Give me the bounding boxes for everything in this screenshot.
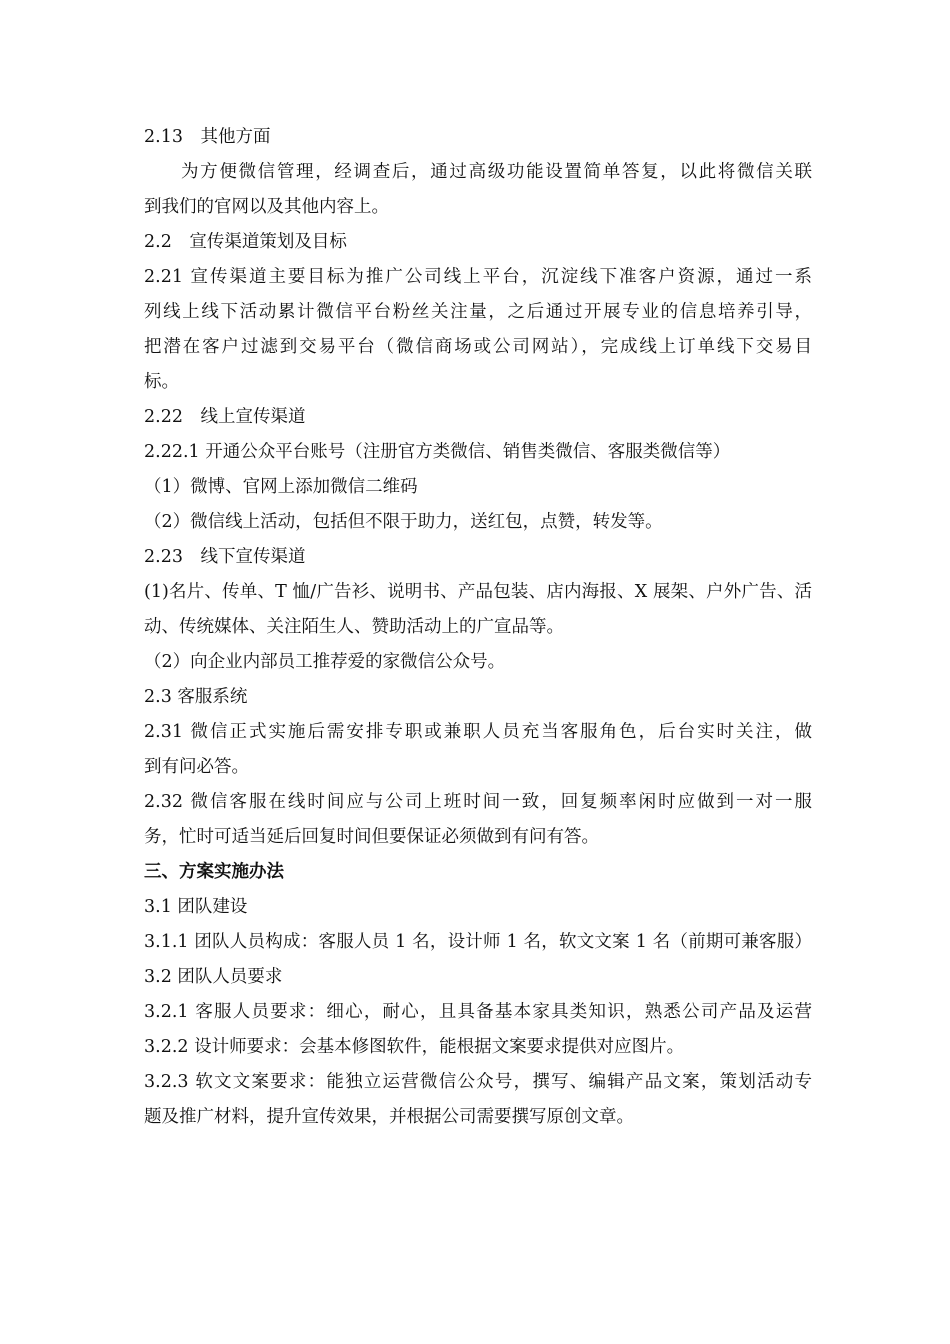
paragraph-line: 2.21 宣传渠道主要目标为推广公司线上平台，沉淀线下准客户资源，通过一系 — [144, 267, 812, 287]
list-item: （1）微博、官网上添加微信二维码 — [144, 477, 418, 497]
paragraph-line: 把潜在客户过滤到交易平台（微信商场或公司网站），完成线上订单线下交易目 — [144, 337, 812, 357]
document-body — [144, 120, 812, 1135]
section-heading-2-22: 2.22 线上宣传渠道 — [144, 407, 306, 427]
paragraph-line: 列线上线下活动累计微信平台粉丝关注量，之后通过开展专业的信息培养引导， — [144, 302, 812, 322]
paragraph-line: 3.1.1 团队人员构成：客服人员 1 名，设计师 1 名，软文文案 1 名（前期可兼客服） — [144, 932, 812, 952]
paragraph-line: 3.2.2 设计师要求：会基本修图软件，能根据文案要求提供对应图片。 — [144, 1037, 685, 1057]
paragraph-line: 题及推广材料，提升宣传效果，并根据公司需要撰写原创文章。 — [144, 1107, 634, 1127]
section-heading-3-1: 3.1 团队建设 — [144, 897, 248, 917]
paragraph-line: 2.32 微信客服在线时间应与公司上班时间一致，回复频率闲时应做到一对一服 — [144, 792, 812, 812]
paragraph-line: 标。 — [144, 372, 179, 392]
paragraph-line: 3.2.3 软文文案要求：能独立运营微信公众号，撰写、编辑产品文案，策划活动专 — [144, 1072, 812, 1092]
paragraph-line: 为方便微信管理，经调查后，通过高级功能设置简单答复，以此将微信关联 — [181, 162, 812, 182]
paragraph-line: 到有问必答。 — [144, 757, 249, 777]
paragraph-line: 务，忙时可适当延后回复时间但要保证必须做到有问有答。 — [144, 827, 599, 847]
list-item: （2）微信线上活动，包括但不限于助力，送红包，点赞，转发等。 — [144, 512, 663, 532]
section-heading-2-23: 2.23 线下宣传渠道 — [144, 547, 306, 567]
section-heading-3-2: 3.2 团队人员要求 — [144, 967, 283, 987]
section-heading-2-3: 2.3 客服系统 — [144, 687, 248, 707]
chapter-heading: 三、方案实施办法 — [144, 862, 284, 882]
paragraph-line: 动、传统媒体、关注陌生人、赞助活动上的广宣品等。 — [144, 617, 564, 637]
section-heading-2-2: 2.2 宣传渠道策划及目标 — [144, 232, 347, 252]
section-heading-2-13: 2.13 其他方面 — [144, 127, 271, 147]
list-item: (1)名片、传单、T 恤/广告衫、说明书、产品包装、店内海报、X 展架、户外广告、活 — [144, 582, 812, 602]
list-item: （2）向企业内部员工推荐爱的家微信公众号。 — [144, 652, 506, 672]
paragraph-line: 3.2.1 客服人员要求：细心，耐心，且具备基本家具类知识，熟悉公司产品及运营 — [144, 1002, 812, 1022]
paragraph-line: 2.22.1 开通公众平台账号（注册官方类微信、销售类微信、客服类微信等） — [144, 442, 731, 462]
paragraph-line: 到我们的官网以及其他内容上。 — [144, 197, 389, 217]
paragraph-line: 2.31 微信正式实施后需安排专职或兼职人员充当客服角色，后台实时关注，做 — [144, 722, 812, 742]
